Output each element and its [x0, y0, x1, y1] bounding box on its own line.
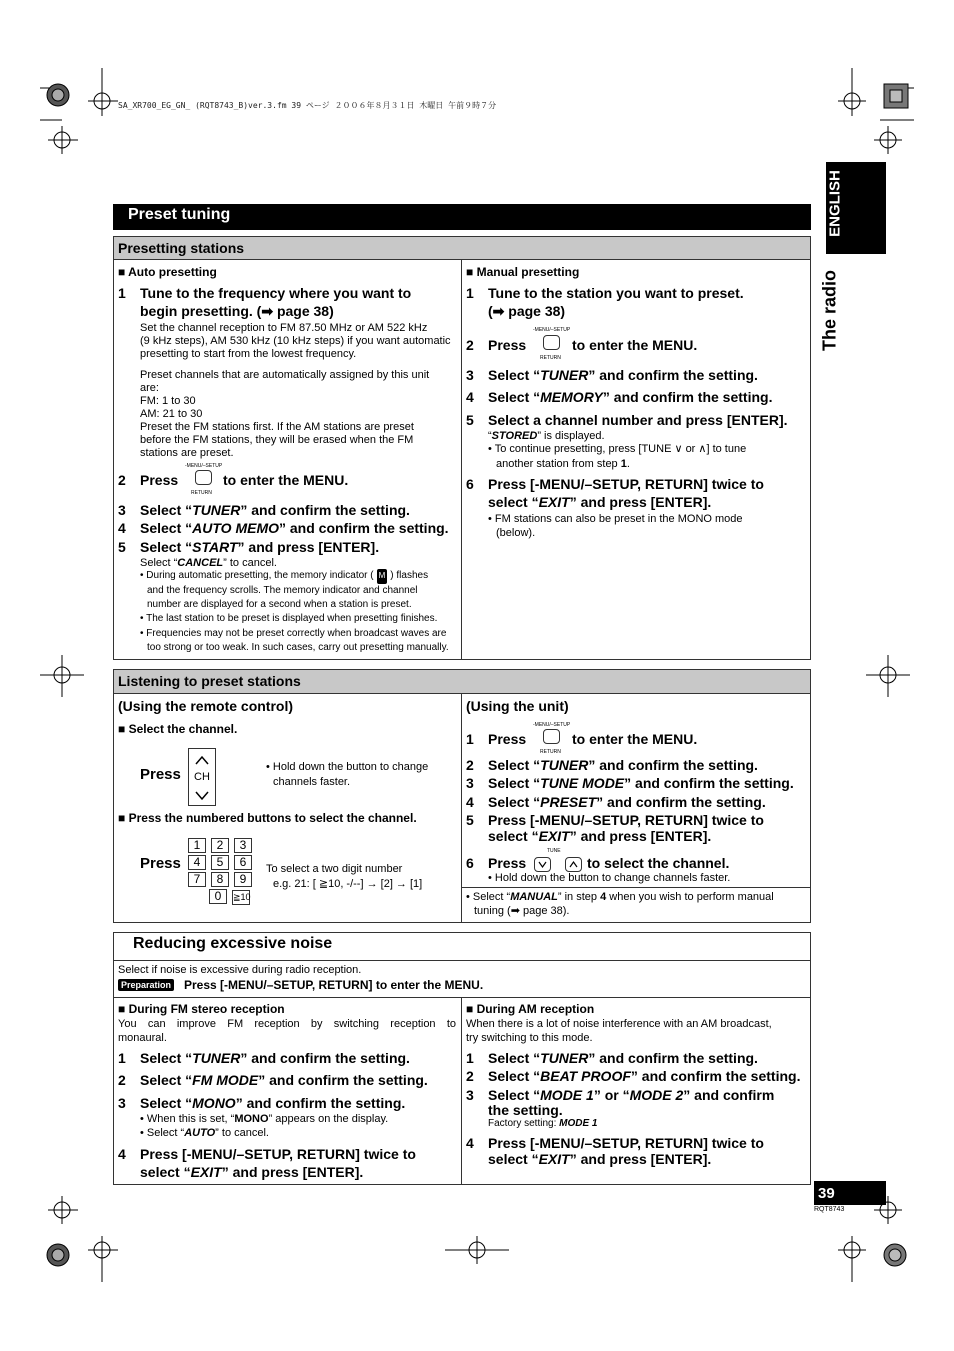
auto-bullet-2: • The last station to be preset is displayed when presetting finishes.	[140, 613, 438, 624]
am-heading: ■ During AM reception	[466, 1002, 595, 1016]
hold-note-2: channels faster.	[273, 776, 351, 788]
fm-desc-2: monaural.	[118, 1032, 167, 1044]
noise-intro: Select if noise is excessive during radio reception.	[118, 964, 362, 976]
chevron-down-icon	[535, 858, 550, 871]
menu-button-icon	[543, 335, 560, 350]
remote-press-label-2: Press	[140, 855, 181, 872]
side-tab-english-label: ENGLISH	[826, 170, 844, 237]
auto-bullet-1c: and the frequency scrolls. The memory indicator and channel	[147, 585, 418, 596]
key-9: 9	[234, 872, 252, 887]
noise-heading: Reducing excessive noise	[133, 935, 333, 952]
unit-manual-note-b: tuning (➡ page 38).	[474, 905, 570, 917]
tune-down-button-icon	[534, 857, 551, 872]
fm-mono-note: • When this is set, “MONO” appears on the display.	[140, 1113, 389, 1125]
tune-up-button-icon	[565, 857, 582, 872]
noise-divider	[461, 997, 462, 1185]
key-5: 5	[211, 855, 229, 870]
chevron-up-icon	[189, 753, 215, 767]
manual-return-label: RETURN	[540, 355, 561, 361]
fm-auto-note: • Select “AUTO” to cancel.	[140, 1127, 269, 1139]
hold-note-1: • Hold down the button to change	[266, 761, 429, 773]
ch-label: CH	[194, 771, 210, 783]
manual-mono-note-b: (below).	[496, 527, 536, 539]
two-digit-note: To select a two digit number	[266, 863, 403, 875]
auto-heading: ■ Auto presetting	[118, 265, 217, 279]
key-3: 3	[234, 838, 252, 853]
auto-ch-note-5: Preset the FM stations first. If the AM stations are preset	[140, 421, 414, 433]
auto-bullet-3: • Frequencies may not be preset correctly when broadcast waves are	[140, 628, 447, 639]
unit-return-label: RETURN	[540, 749, 561, 755]
numeric-keypad	[188, 836, 258, 904]
manual-mono-note: • FM stations can also be preset in the MONO mode	[488, 513, 743, 525]
auto-note-1: Set the channel reception to FM 87.50 MHz or AM 522 kHz	[140, 322, 428, 334]
auto-return-label: RETURN	[191, 490, 212, 496]
menu-button-icon	[195, 470, 212, 485]
manual-continue-note-b: another station from step 1.	[496, 458, 630, 470]
key-7: 7	[188, 872, 206, 887]
key-4: 4	[188, 855, 206, 870]
unit-heading: (Using the unit)	[466, 698, 569, 714]
auto-bullet-3b: too strong or too weak. In such cases, carry out presetting manually.	[147, 642, 449, 653]
section-title: Preset tuning	[128, 206, 231, 223]
memory-indicator-icon: M	[377, 569, 388, 584]
side-tab-chapter: The radio	[819, 270, 840, 352]
am-desc-1: When there is a lot of noise interference with an AM broadcast,	[466, 1018, 772, 1030]
ch-button	[188, 748, 216, 806]
key-6: 6	[234, 855, 252, 870]
auto-bullet-1d: number are displayed for a second when a station is preset.	[147, 599, 412, 610]
auto-menu-label: -MENU/–SETUP	[185, 463, 223, 469]
numbered-heading: ■ Press the numbered buttons to select the channel.	[118, 811, 417, 825]
remote-heading: (Using the remote control)	[118, 698, 294, 714]
presetting-heading: Presetting stations	[118, 240, 245, 256]
key-10plus: ≧10	[232, 890, 250, 905]
doc-code: RQT8743	[814, 1206, 845, 1213]
file-header: SA_XR700_EG_GN_ (RQT8743_B)ver.3.fm 39 ページ ２００６年８月３１日 木曜日 午前９時７分	[118, 101, 497, 110]
auto-ch-note-1: Preset channels that are automatically assigned by this unit	[140, 369, 430, 381]
menu-button-icon	[543, 729, 560, 744]
manual-menu-label: -MENU/–SETUP	[533, 327, 571, 333]
key-1: 1	[188, 838, 206, 853]
am-factory-note: Factory setting: MODE 1	[488, 1118, 598, 1129]
presetting-divider	[461, 260, 462, 660]
two-digit-example: e.g. 21: [ ≧10, -/--] → [2] → [1]	[273, 878, 423, 890]
noise-prep-divider	[113, 997, 811, 998]
key-2: 2	[211, 838, 229, 853]
preparation-text: Press [-MENU/–SETUP, RETURN] to enter the MENU.	[184, 978, 484, 992]
unit-menu-label: -MENU/–SETUP	[533, 722, 571, 728]
chevron-down-icon	[189, 789, 215, 803]
unit-divider	[462, 887, 811, 888]
select-channel-heading: ■ Select the channel.	[118, 722, 238, 736]
fm-heading: ■ During FM stereo reception	[118, 1002, 285, 1016]
remote-press-label: Press	[140, 766, 181, 783]
chevron-up-icon	[566, 858, 581, 871]
auto-ch-note-2: are:	[140, 382, 159, 394]
am-desc-2: try switching to this mode.	[466, 1032, 593, 1044]
unit-manual-note: • Select “MANUAL” in step 4 when you wish to perform manual	[466, 891, 774, 903]
noise-heading-divider	[113, 960, 811, 961]
page-number: 39	[818, 1185, 835, 1202]
auto-note-2: (9 kHz steps), AM 530 kHz (10 kHz steps) if you want automatic	[140, 335, 451, 347]
preparation-badge: Preparation	[118, 979, 174, 991]
unit-hold-note: • Hold down the button to change channels faster.	[488, 872, 731, 884]
listening-divider	[461, 694, 462, 923]
auto-ch-note-4: AM: 21 to 30	[140, 408, 203, 420]
key-8: 8	[211, 872, 229, 887]
auto-ch-note-3: FM: 1 to 30	[140, 395, 196, 407]
key-0: 0	[209, 889, 227, 904]
auto-cancel-note: Select “CANCEL” to cancel.	[140, 557, 277, 569]
manual-stored-note: “STORED” is displayed.	[488, 430, 605, 442]
fm-desc-1: You can improve FM reception by switching reception to	[118, 1018, 456, 1030]
tune-label: TUNE	[547, 848, 561, 854]
auto-ch-note-7: stations are preset.	[140, 447, 234, 459]
manual-heading: ■ Manual presetting	[466, 265, 580, 279]
listening-heading: Listening to preset stations	[118, 673, 301, 689]
auto-ch-note-6: before the FM stations, they will be erased when the FM	[140, 434, 414, 446]
auto-note-3: presetting to start from the lowest frequency.	[140, 348, 357, 360]
manual-continue-note: • To continue presetting, press [TUNE ∨ or ∧] to tune	[488, 443, 747, 455]
auto-bullet-1: • During automatic presetting, the memory indicator ( M ) flashes	[140, 569, 456, 584]
